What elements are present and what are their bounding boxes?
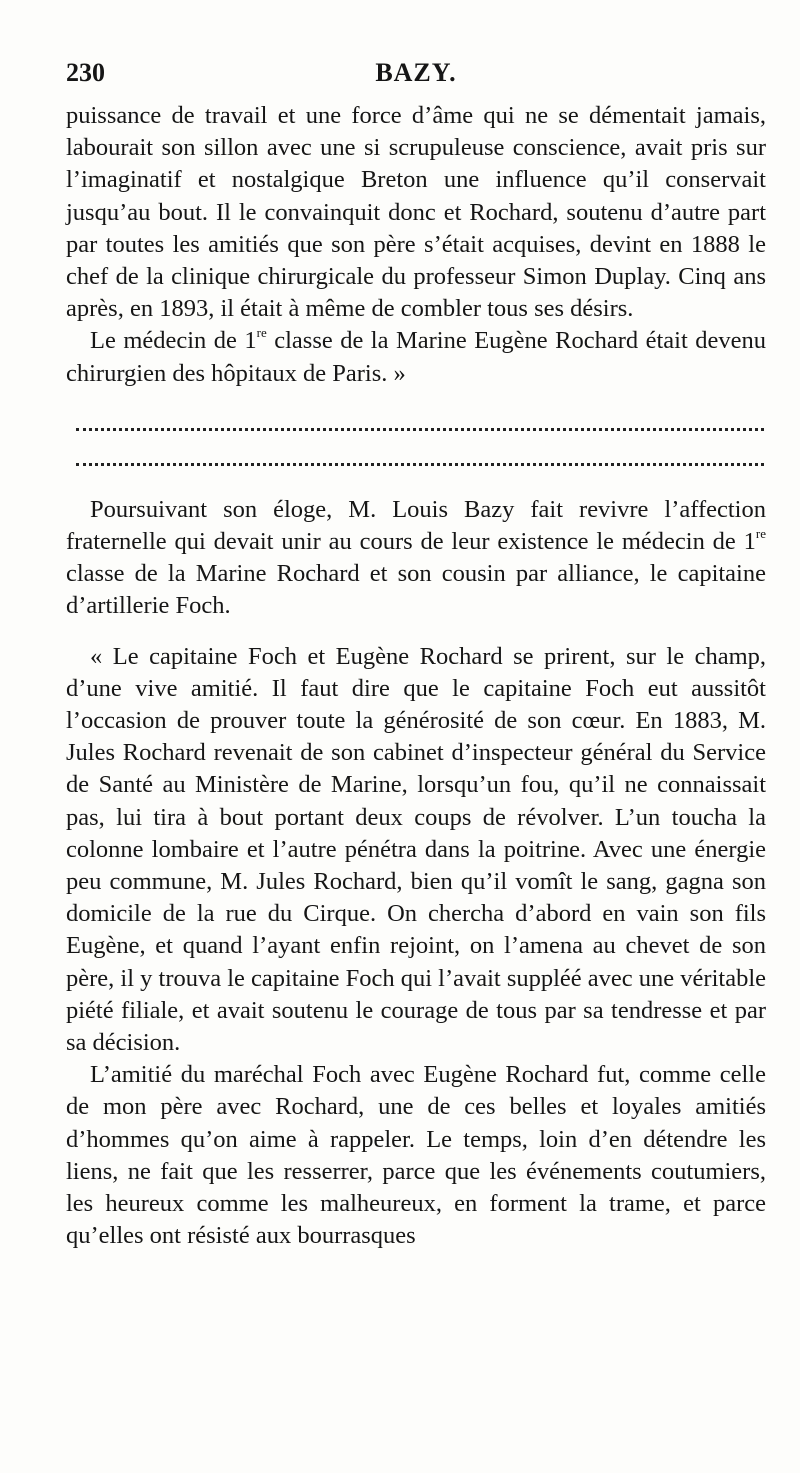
paragraph-friendship: L’amitié du maréchal Foch avec Eugène Rochard fut, comme celle de mon père avec Rochard, une de ces belles et loyales amitiés d’hommes qu’on aime à rappeler. Le temps, loin d’en détendre les liens, ne fait que les resserrer, parce que les événements coutumiers, les heureux comme les malheureux, en forment la trame, et parce qu’elles ont résisté aux bourrasques [66, 1061, 766, 1250]
text-segment: classe de la Marine Rochard et son cousin par alliance, le capitaine d’artillerie Foch. [66, 560, 766, 620]
running-head [66, 58, 766, 94]
text-segment: Poursuivant son éloge, M. Louis Bazy fait revivre l’affection fraternelle qui devait unir au cours de leur existence le médecin de 1 [66, 495, 766, 556]
ellipsis-dotted-line [76, 414, 764, 431]
page-number: 230 [66, 58, 105, 87]
paragraph-eloge [66, 494, 766, 623]
paragraph-continued: puissance de travail et une force d’âme qui ne se démentait jamais, labourait son sillon avec une si scrupuleuse conscience, avait pris sur l’imaginatif et nostalgique Breton une influence qu’il conservait jusqu’au bout. Il le convainquit donc et Rochard, soutenu d’autre part par toutes les amitiés que son père s’était acquises, devint en 1888 le chef de la clinique chirurgicale du professeur Simon Duplay. Cinq ans après, en 1893, il était à même de combler tous ses désirs. [66, 102, 766, 323]
paragraph-rochard-surgeon [66, 325, 766, 389]
superscript: re [256, 325, 267, 341]
running-title: BAZY. [375, 58, 457, 87]
paragraph-quote-foch: « Le capitaine Foch et Eugène Rochard se prirent, sur le champ, d’une vive amitié. Il faut dire que le capitaine Foch eut aussitôt l’occasion de prouver toute la générosité de son cœur. En 1883, M. Jules Rochard revenait de son cabinet d’inspecteur général du Service de Santé au Ministère de Marine, lorsqu’un fou, qu’il ne connaissait pas, lui tira à bout portant deux coups de révolver. L’un toucha la colonne lombaire et l’autre pénétra dans la poitrine. Avec une énergie peu commune, M. Jules Rochard, bien qu’il vomît le sang, gagna son domicile de la rue du Cirque. On chercha d’abord en vain son fils Eugène, et quand l’ayant enfin rejoint, on l’amena au chevet de son père, il y trouva le capitaine Foch qui l’avait suppléé avec une véritable piété filiale, et avait soutenu le courage de tous par sa tendresse et par sa décision. [66, 642, 767, 1057]
ellipsis-dotted-line [76, 449, 764, 466]
body-text [66, 100, 766, 1253]
superscript: re [755, 525, 766, 541]
text-segment: classe de la Marine Eugène Rochard était devenu chirurgien des hôpitaux de Paris. » [66, 327, 767, 387]
text-segment: Le médecin de 1 [90, 327, 257, 355]
